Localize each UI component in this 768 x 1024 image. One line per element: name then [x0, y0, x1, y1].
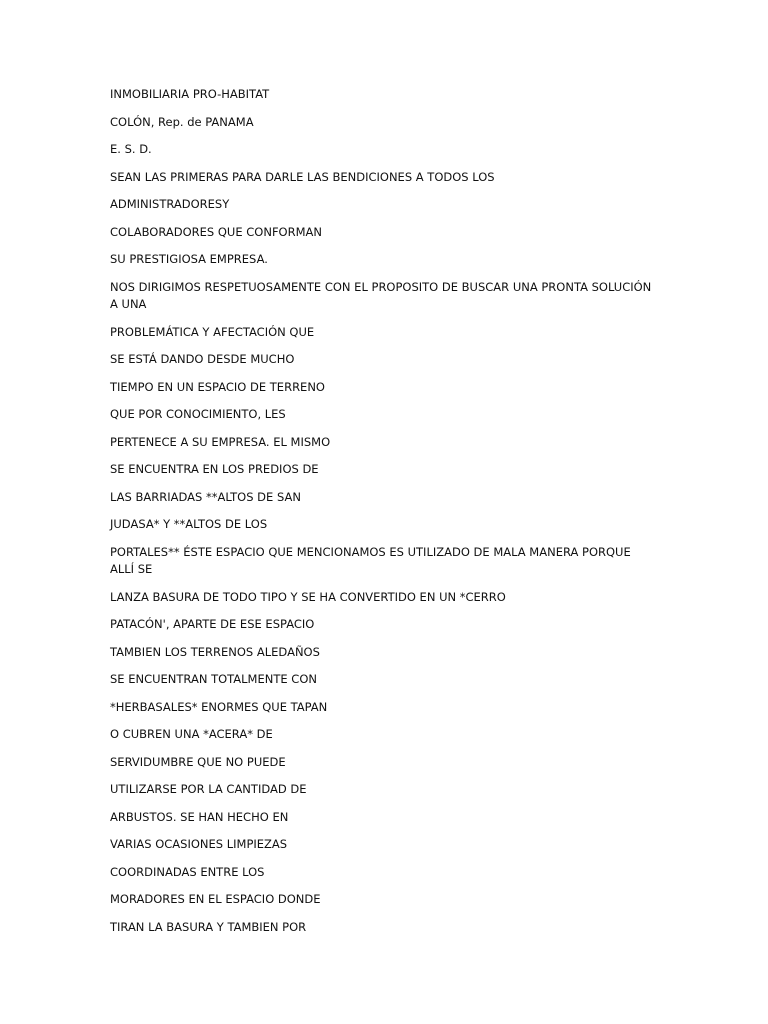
letter-line: *HERBASALES* ENORMES QUE TAPAN — [110, 699, 328, 714]
letter-line: ARBUSTOS. SE HAN HECHO EN — [110, 809, 289, 824]
letter-line: SE ENCUENTRAN TOTALMENTE CON — [110, 672, 317, 686]
letter-body — [110, 86, 658, 946]
letter-line: SU PRESTIGIOSA EMPRESA. — [110, 252, 268, 266]
letter-line-recipient: INMOBILIARIA PRO-HABITAT — [110, 87, 270, 101]
letter-line: PATACÓN', APARTE DE ESE ESPACIO — [110, 617, 315, 631]
letter-line: ADMINISTRADORESY — [110, 197, 230, 211]
letter-line: COLABORADORES QUE CONFORMAN — [110, 224, 322, 239]
letter-line: SEAN LAS PRIMERAS PARA DARLE LAS BENDICIONES A TODOS LOS — [110, 169, 495, 184]
letter-line: SE ESTÁ DANDO DESDE MUCHO — [110, 352, 295, 366]
letter-line: LAS BARRIADAS **ALTOS DE SAN — [110, 489, 301, 504]
letter-line: NOS DIRIGIMOS RESPETUOSAMENTE CON EL PROPOSITO DE BUSCAR UNA PRONTA SOLUCIÓN A UNA — [110, 279, 652, 311]
letter-line: TAMBIEN LOS TERRENOS ALEDAÑOS — [110, 644, 320, 659]
letter-line: O CUBREN UNA *ACERA* DE — [110, 727, 273, 741]
letter-line: TIEMPO EN UN ESPACIO DE TERRENO — [110, 379, 325, 394]
letter-line-location: COLÓN, Rep. de PANAMA — [110, 114, 254, 129]
letter-line: COORDINADAS ENTRE LOS — [110, 864, 265, 879]
letter-line: JUDASA* Y **ALTOS DE LOS — [110, 517, 268, 531]
letter-line: SE ENCUENTRA EN LOS PREDIOS DE — [110, 462, 319, 476]
letter-line: TIRAN LA BASURA Y TAMBIEN POR — [110, 919, 307, 934]
letter-line: MORADORES EN EL ESPACIO DONDE — [110, 892, 321, 906]
letter-line: VARIAS OCASIONES LIMPIEZAS — [110, 837, 288, 851]
letter-line: PORTALES** ÉSTE ESPACIO QUE MENCIONAMOS ES UTILIZADO DE MALA MANERA PORQUE ALLÍ SE — [110, 544, 631, 576]
letter-line: PERTENECE A SU EMPRESA. EL MISMO — [110, 434, 331, 449]
letter-line: UTILIZARSE POR LA CANTIDAD DE — [110, 782, 307, 796]
letter-line: LANZA BASURA DE TODO TIPO Y SE HA CONVERTIDO EN UN *CERRO — [110, 589, 506, 604]
letter-line: QUE POR CONOCIMIENTO, LES — [110, 407, 286, 421]
letter-line-esd: E. S. D. — [110, 142, 152, 156]
letter-line: SERVIDUMBRE QUE NO PUEDE — [110, 754, 286, 769]
letter-line: PROBLEMÁTICA Y AFECTACIÓN QUE — [110, 324, 315, 339]
